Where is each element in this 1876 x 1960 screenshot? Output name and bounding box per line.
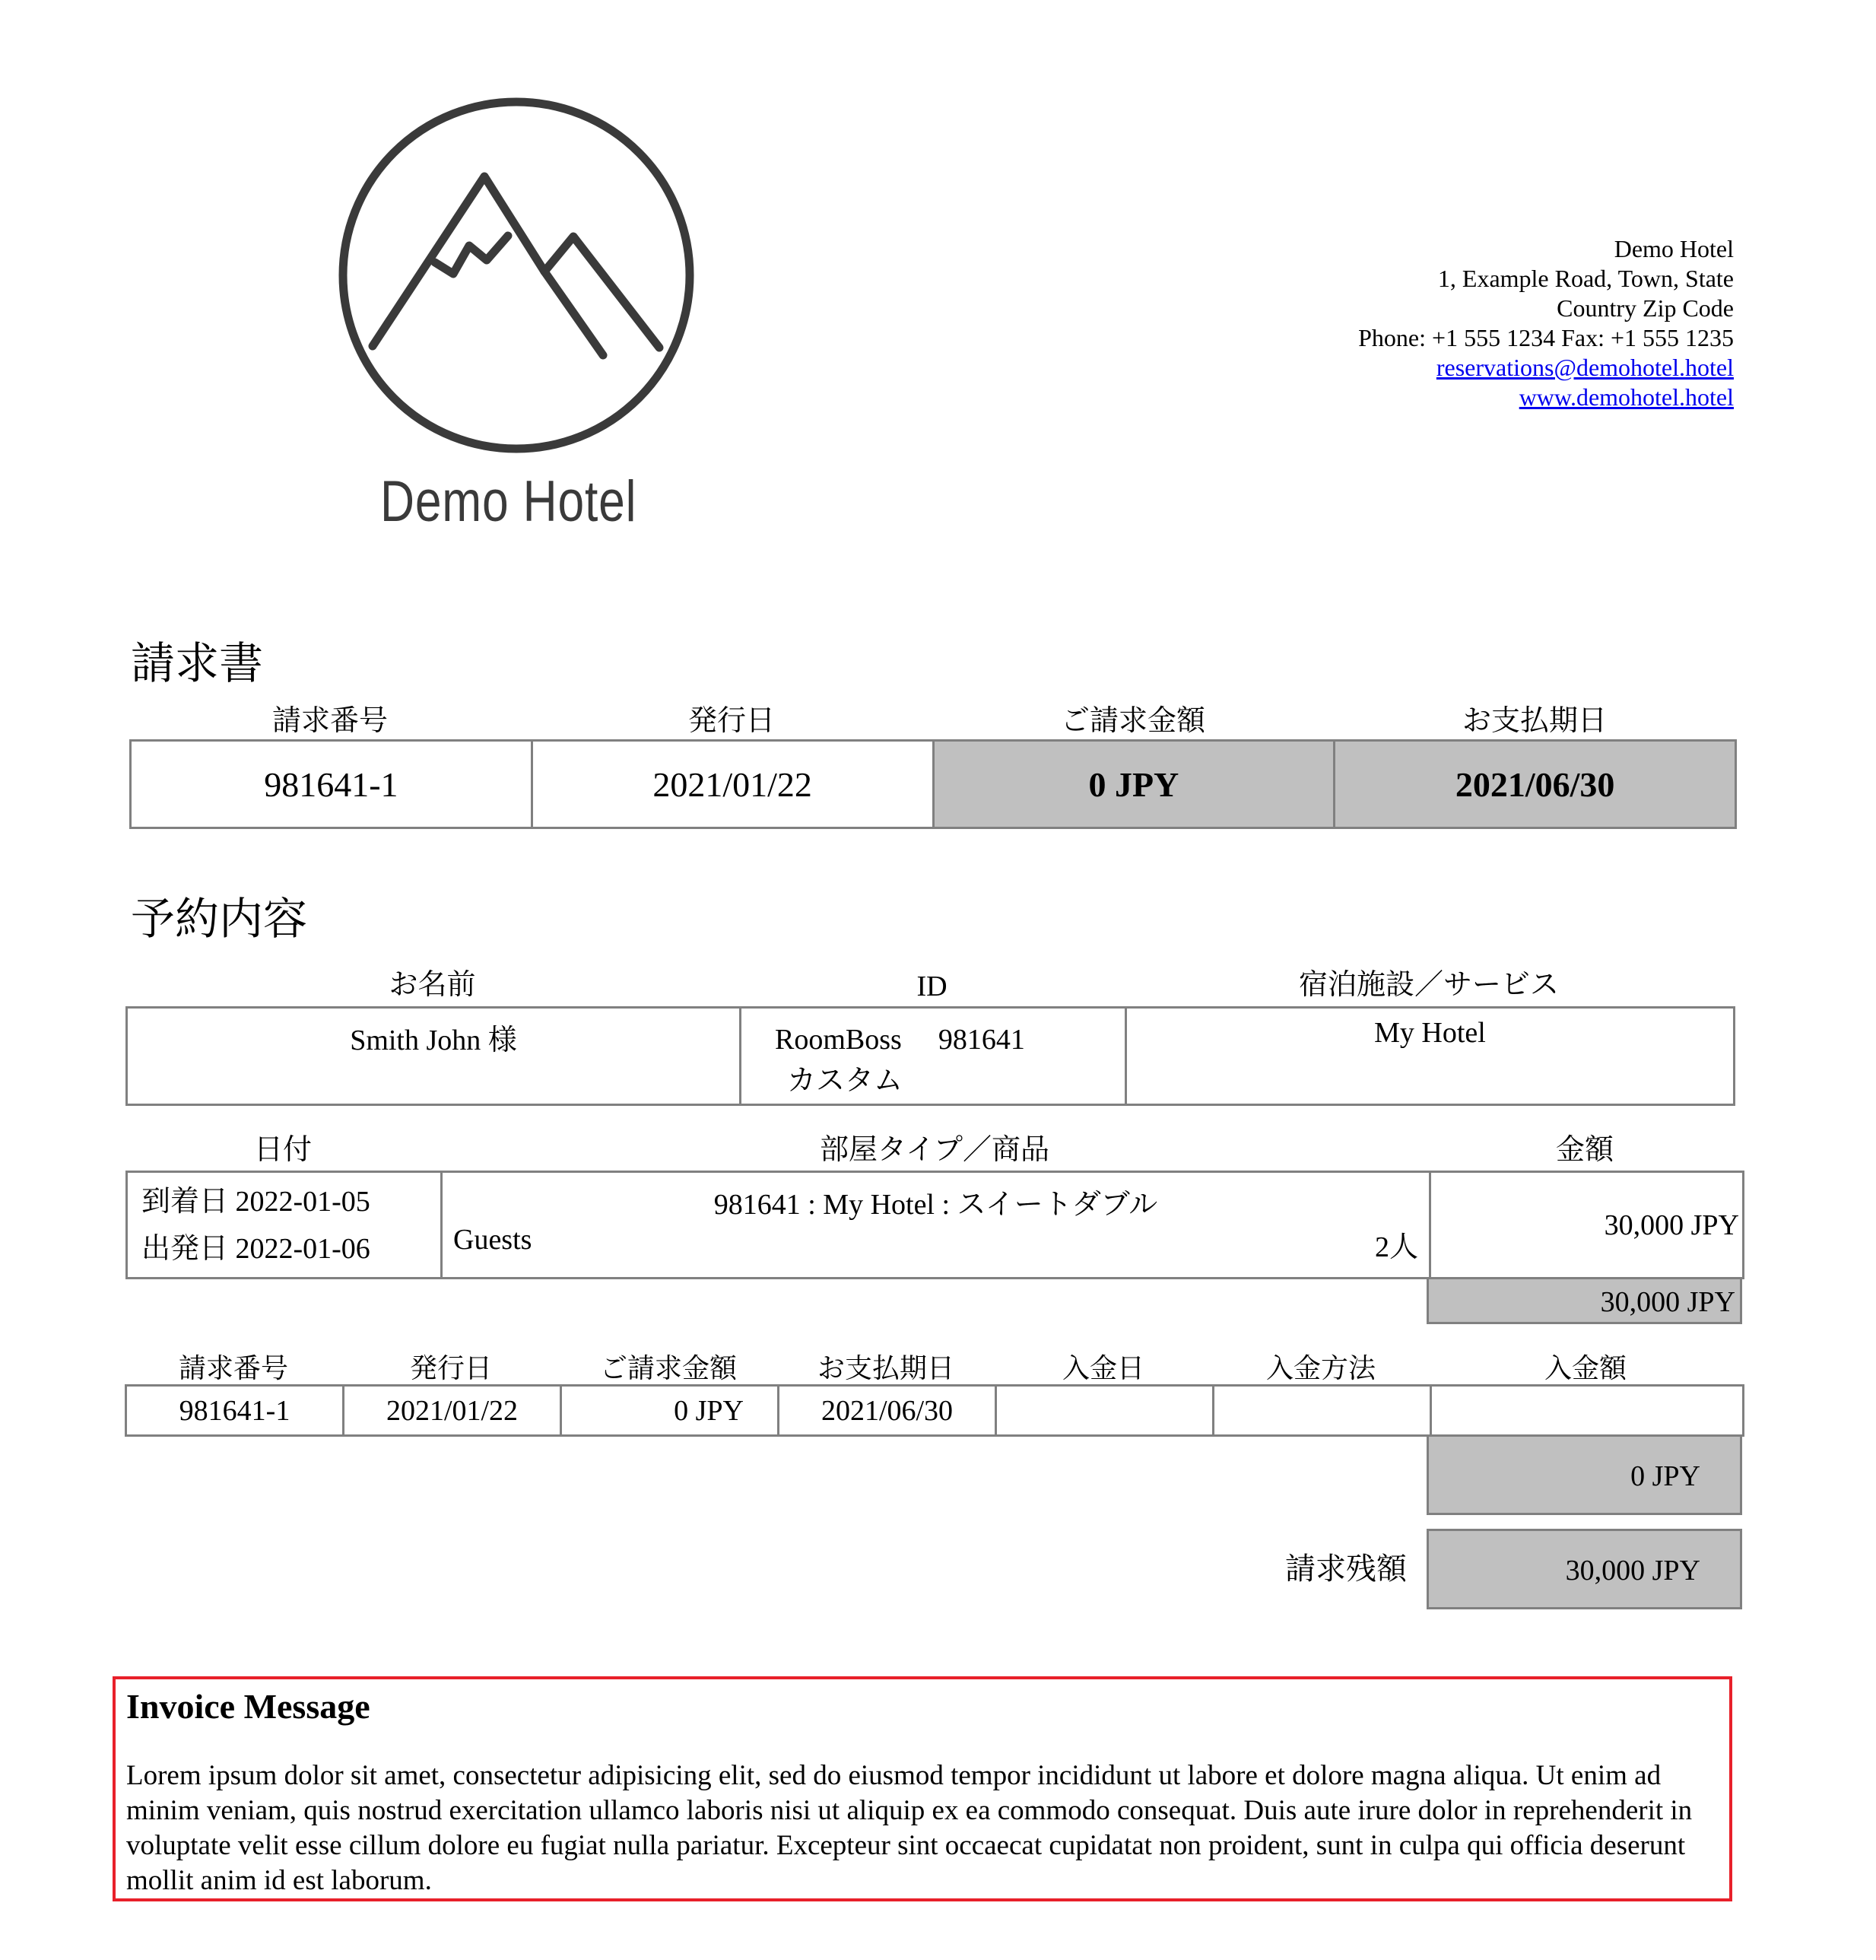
header-billed-amount: ご請求金額: [1060, 705, 1205, 737]
invoice-message-title: Invoice Message: [126, 1687, 370, 1726]
pay-header-due-date: お支払期日: [817, 1353, 954, 1383]
arrival-date: 到着日 2022-01-05: [141, 1185, 370, 1218]
pay-header-payment-amount: 入金額: [1544, 1353, 1627, 1383]
paid-total: 0 JPY: [1427, 1434, 1742, 1515]
header-property: 宿泊施設／サービス: [1298, 969, 1559, 1001]
website-link[interactable]: www.demohotel.hotel: [1519, 383, 1734, 411]
header-due-date: お支払期日: [1462, 705, 1607, 737]
items-subtotal: 30,000 JPY: [1427, 1277, 1742, 1324]
hotel-name: Demo Hotel: [1614, 235, 1734, 262]
issue-date: 2021/01/22: [532, 741, 933, 828]
header-issue-date: 発行日: [687, 705, 775, 737]
balance-amount: 30,000 JPY: [1427, 1529, 1742, 1609]
pay-header-payment-date: 入金日: [1062, 1353, 1144, 1383]
product-name: 981641 : My Hotel : スイートダブル: [713, 1189, 1158, 1221]
billed-amount: 0 JPY: [933, 741, 1335, 828]
pay-header-billed-amount: ご請求金額: [599, 1353, 737, 1383]
reservation-title: 予約内容: [131, 894, 308, 944]
pay-billed-amount: 0 JPY: [561, 1386, 779, 1436]
pay-header-invoice-number: 請求番号: [178, 1353, 288, 1383]
hotel-address-block: [1358, 234, 1734, 412]
pay-issue-date: 2021/01/22: [344, 1386, 561, 1436]
item-amount: 30,000 JPY: [1430, 1172, 1744, 1279]
reservation-table: [125, 1006, 1735, 1106]
header-guest-name: お名前: [389, 969, 476, 1001]
guests-label: Guests: [453, 1224, 532, 1256]
header-amount: 金額: [1555, 1134, 1614, 1166]
property-name: My Hotel: [1126, 1008, 1735, 1105]
reservation-id-cell: [741, 1008, 1126, 1105]
invoice-message-body: Lorem ipsum dolor sit amet, consectetur adipisicing elit, sed do eiusmod tempor incididunt ut labore et dolore magna aliqua. Ut enim ad minim veniam, quis nostrud exercitation ullamco laboris nisi ut aliquip ex ea commodo consequat. Duis aute irure dolor in reprehenderit in voluptate velit esse cillum dolore eu fugiat nulla pariatur. Excepteur sint occaecat cupidatat non proident, sunt in culpa qui officia deserunt mollit anim id est laborum.: [126, 1760, 1693, 1896]
email-link[interactable]: reservations@demohotel.hotel: [1436, 354, 1734, 381]
invoice-message-box: [113, 1676, 1732, 1901]
pay-payment-method: [1214, 1386, 1431, 1436]
room-product-cell: [442, 1172, 1430, 1279]
phone-fax: Phone: +1 555 1234 Fax: +1 555 1235: [1358, 324, 1734, 351]
guest-name: Smith John 様: [127, 1008, 741, 1105]
id-source: RoomBoss: [775, 1024, 902, 1056]
items-table: [125, 1171, 1744, 1279]
guests-count: 2人: [1374, 1231, 1418, 1263]
pay-payment-amount: [1431, 1386, 1744, 1436]
id-type: カスタム: [787, 1065, 903, 1097]
pay-due-date: 2021/06/30: [779, 1386, 996, 1436]
logo-text: Demo Hotel: [380, 469, 637, 534]
header-id: ID: [916, 970, 948, 1002]
stay-dates-cell: [127, 1172, 442, 1279]
pay-invoice-number: 981641-1: [126, 1386, 344, 1436]
address-line-2: Country Zip Code: [1557, 294, 1734, 322]
header-room-type: 部屋タイプ／商品: [819, 1134, 1050, 1166]
id-number: 981641: [938, 1024, 1025, 1056]
due-date: 2021/06/30: [1335, 741, 1736, 828]
departure-date: 出発日 2022-01-06: [141, 1232, 370, 1265]
payments-table: [125, 1384, 1744, 1437]
balance-label: 請求残額: [1285, 1552, 1407, 1586]
invoice-summary-table: [129, 739, 1737, 829]
pay-payment-date: [996, 1386, 1214, 1436]
pay-header-payment-method: 入金方法: [1265, 1353, 1376, 1383]
header-invoice-number: 請求番号: [271, 705, 388, 737]
header-date: 日付: [253, 1134, 312, 1166]
invoice-number: 981641-1: [131, 741, 532, 828]
address-line-1: 1, Example Road, Town, State: [1437, 265, 1734, 292]
pay-header-issue-date: 発行日: [409, 1353, 492, 1383]
invoice-title: 請求書: [131, 639, 264, 688]
